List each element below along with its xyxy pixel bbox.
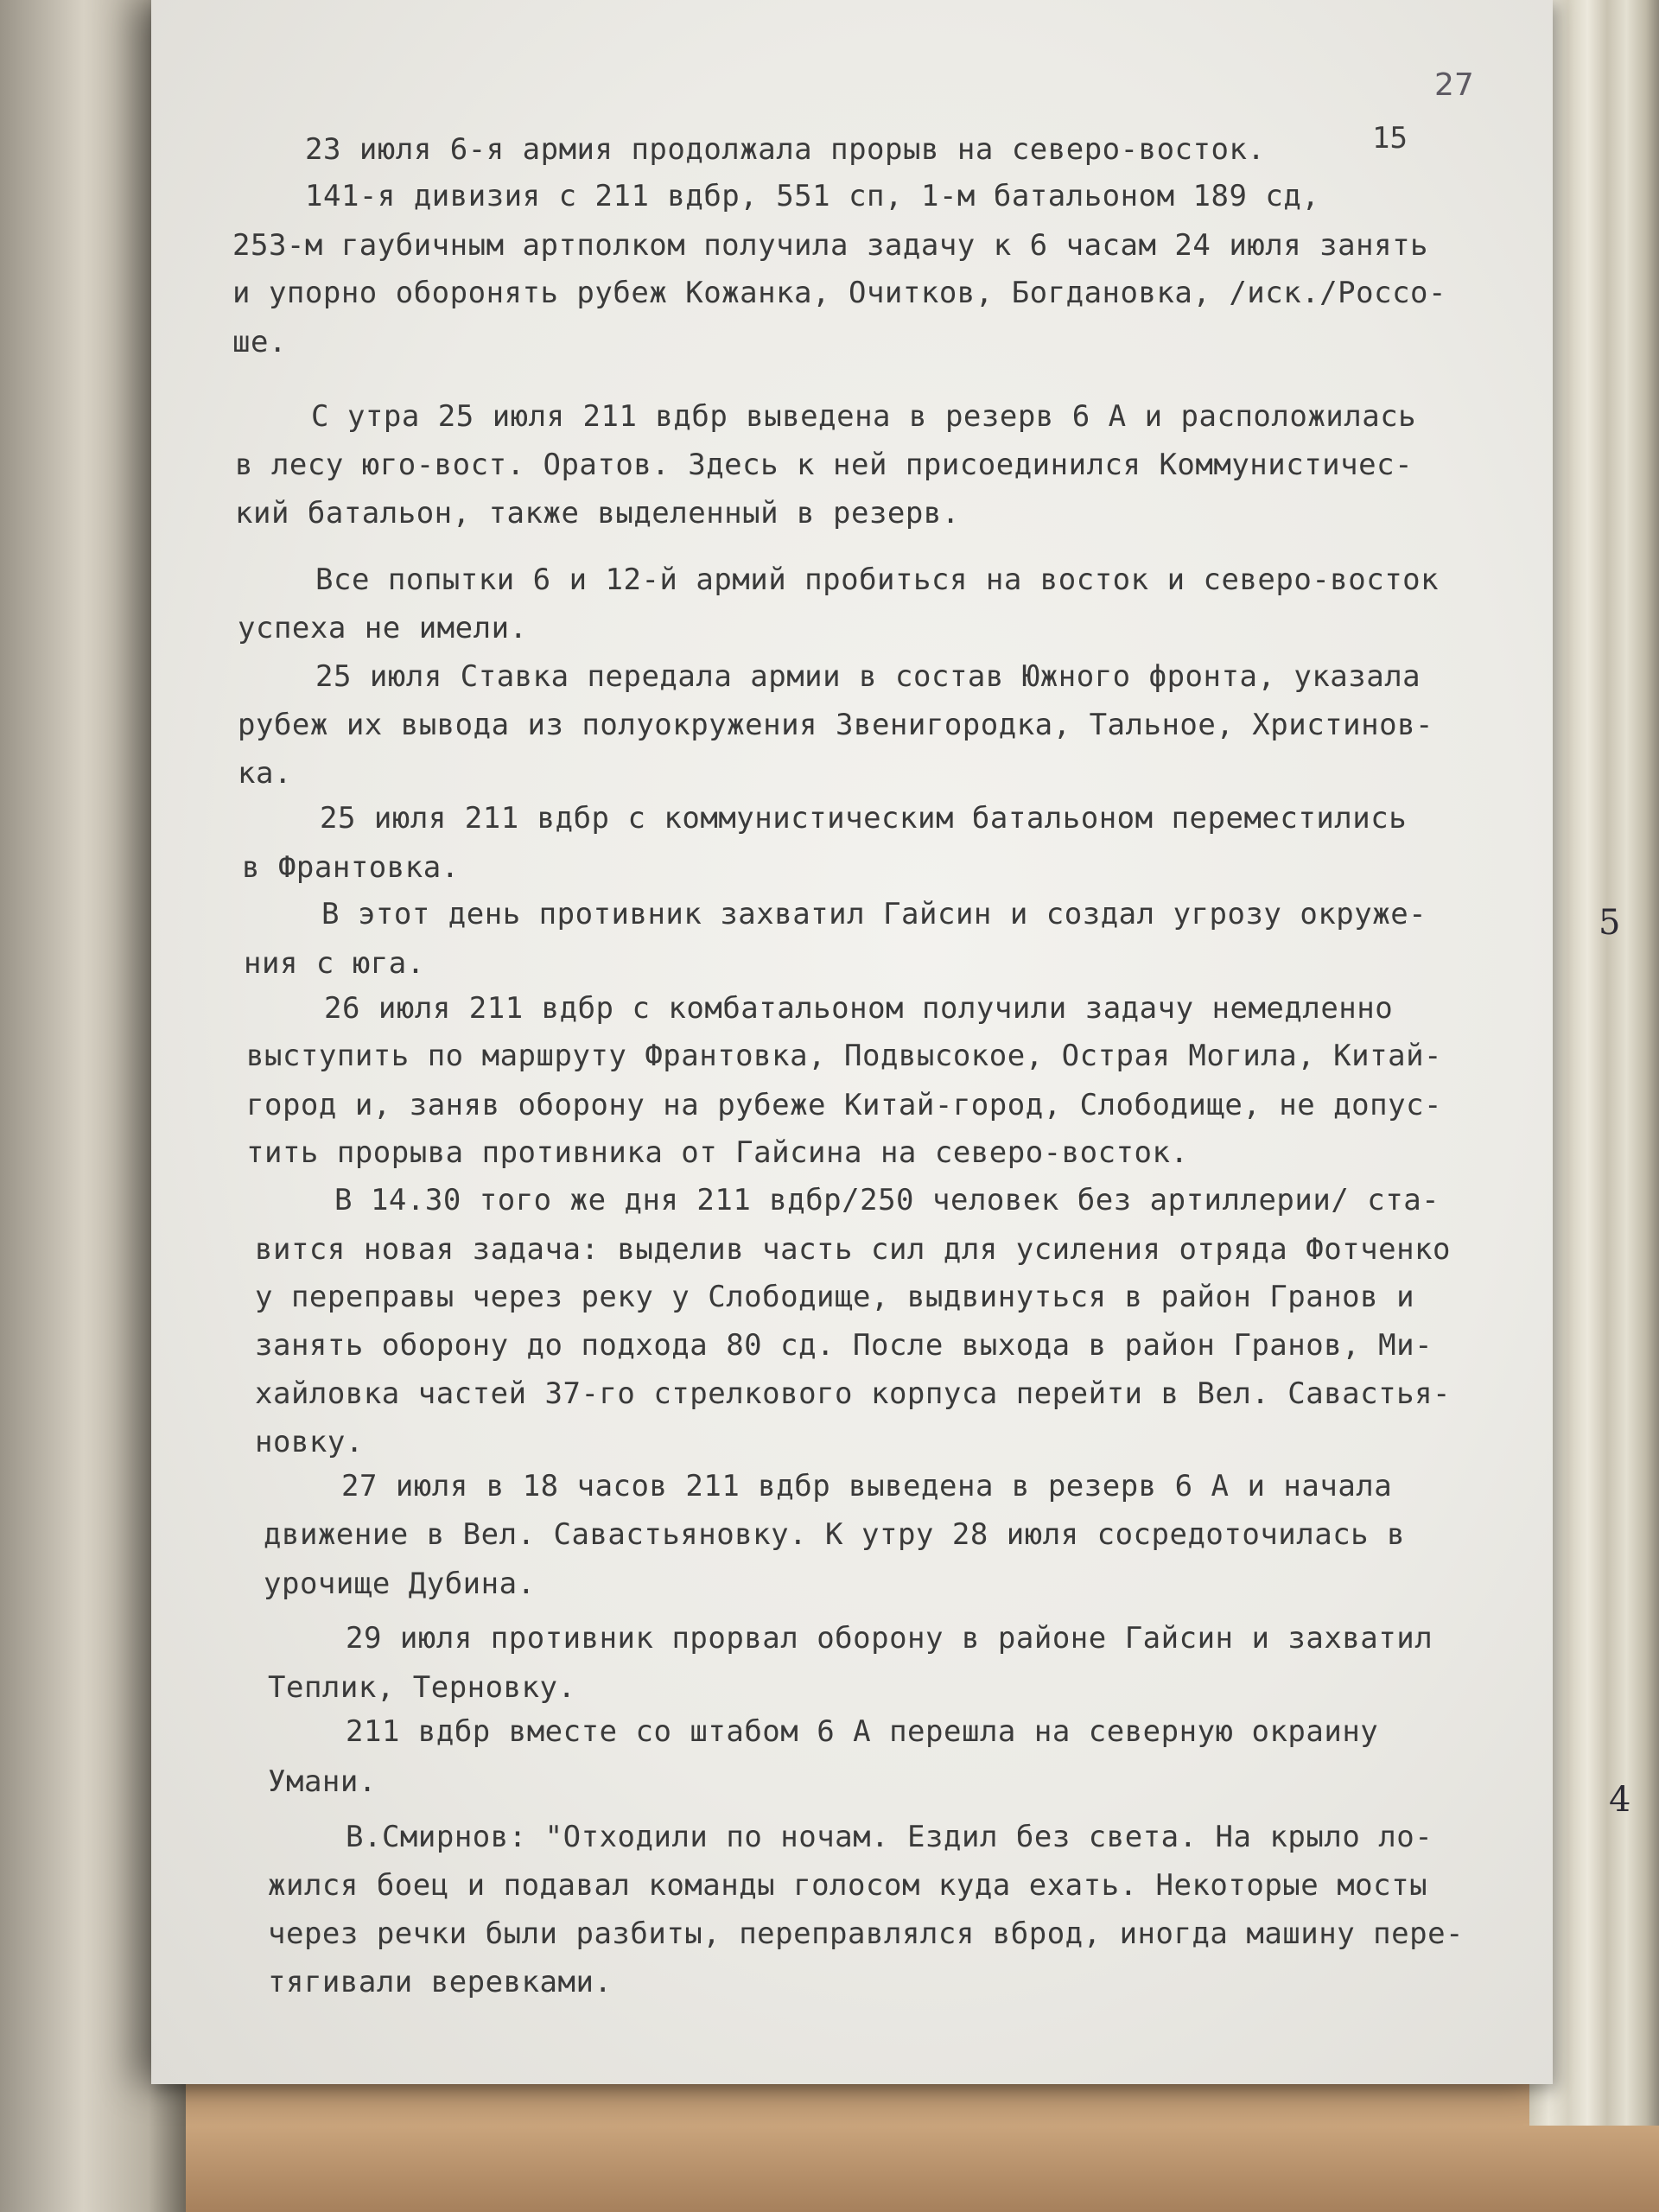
text-line: Все попытки 6 и 12-й армий пробиться на восток и северо-восток bbox=[315, 563, 1440, 597]
text-line: успеха не имели. bbox=[238, 611, 528, 645]
text-line: в лесу юго-вост. Оратов. Здесь к ней присоединился Коммунистичес- bbox=[235, 448, 1414, 482]
text-line: Умани. bbox=[268, 1764, 377, 1799]
text-line: тягивали веревками. bbox=[268, 1965, 613, 1999]
text-line: у переправы через реку у Слободище, выдвинуться в район Гранов и bbox=[255, 1280, 1415, 1314]
text-line: 25 июля Ставка передала армии в состав Южного фронта, указала bbox=[315, 659, 1421, 694]
text-line: 211 вдбр вместе со штабом 6 А перешла на северную окраину bbox=[346, 1714, 1379, 1749]
edge-mark: 5 bbox=[1599, 903, 1621, 943]
text-line: и упорно оборонять рубеж Кожанка, Очитков, Богдановка, /иск./Россо- bbox=[232, 276, 1446, 310]
text-line: город и, заняв оборону на рубеже Китай-город, Слободище, не допус- bbox=[246, 1088, 1443, 1122]
text-line: выступить по маршруту Франтовка, Подвысокое, Острая Могила, Китай- bbox=[246, 1039, 1443, 1073]
body-text bbox=[151, 0, 1553, 2212]
archive-sheet-number: 27 bbox=[1434, 67, 1474, 103]
text-line: ния с юга. bbox=[244, 946, 425, 981]
text-line: урочище Дубина. bbox=[264, 1567, 536, 1601]
text-line: В.Смирнов: "Отходили по ночам. Ездил без света. На крыло ло- bbox=[346, 1820, 1433, 1854]
text-line: 26 июля 211 вдбр с комбатальоном получили задачу немедленно bbox=[324, 991, 1394, 1026]
text-line: В 14.30 того же дня 211 вдбр/250 человек без артиллерии/ ста- bbox=[334, 1183, 1440, 1217]
edge-mark: 4 bbox=[1609, 1780, 1631, 1820]
text-line: вится новая задача: выделив часть сил для усиления отряда Фотченко bbox=[255, 1232, 1452, 1267]
text-line: ше. bbox=[232, 325, 287, 359]
text-line: хайловка частей 37-го стрелкового корпуса перейти в Вел. Савастья- bbox=[255, 1376, 1452, 1411]
text-line: кий батальон, также выделенный в резерв. bbox=[235, 496, 960, 531]
text-line: 253-м гаубичным артполком получила задачу к 6 часам 24 июля занять bbox=[232, 228, 1429, 263]
text-line: 27 июля в 18 часов 211 вдбр выведена в резерв 6 А и начала bbox=[341, 1469, 1393, 1503]
text-line: 29 июля противник прорвал оборону в районе Гайсин и захватил bbox=[346, 1621, 1433, 1656]
text-line: жился боец и подавал команды голосом куда ехать. Некоторые мосты bbox=[268, 1868, 1428, 1903]
text-line: занять оборону до подхода 80 сд. После выхода в район Гранов, Ми- bbox=[255, 1328, 1433, 1363]
text-line: 141-я дивизия с 211 вдбр, 551 сп, 1-м батальоном 189 сд, bbox=[305, 179, 1320, 213]
text-line: в Франтовка. bbox=[242, 850, 460, 885]
text-line: через речки были разбиты, переправлялся вброд, иногда машину пере- bbox=[268, 1916, 1465, 1951]
text-line: рубеж их вывода из полуокружения Звенигородка, Тальное, Христинов- bbox=[238, 708, 1434, 742]
text-line: 23 июля 6-я армия продолжала прорыв на северо-восток. bbox=[305, 132, 1266, 167]
text-line: новку. bbox=[255, 1425, 364, 1459]
text-line: ка. bbox=[238, 756, 292, 791]
text-line: 25 июля 211 вдбр с коммунистическим батальоном переместились bbox=[320, 801, 1408, 836]
text-line: С утра 25 июля 211 вдбр выведена в резерв 6 А и расположилась bbox=[311, 399, 1417, 434]
text-line: В этот день противник захватил Гайсин и создал угрозу окруже- bbox=[321, 897, 1427, 931]
page-number: 15 bbox=[1372, 121, 1408, 156]
typewritten-page bbox=[151, 0, 1621, 2084]
text-line: Теплик, Терновку. bbox=[268, 1670, 576, 1705]
text-line: движение в Вел. Савастьяновку. К утру 28 июля сосредоточилась в bbox=[264, 1517, 1406, 1552]
text-line: тить прорыва противника от Гайсина на северо-восток. bbox=[246, 1135, 1189, 1170]
